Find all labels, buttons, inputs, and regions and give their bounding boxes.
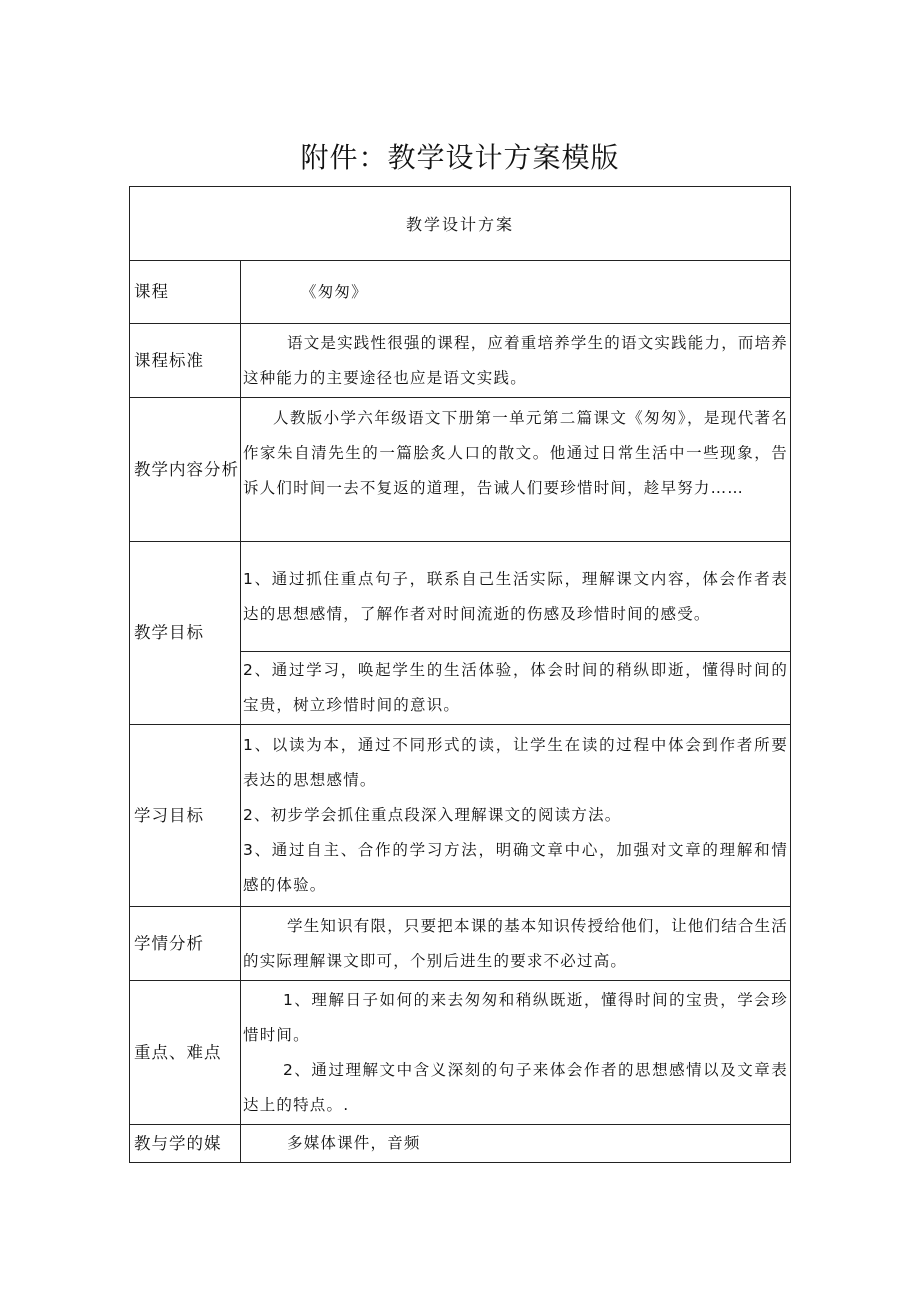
- row-label-learning-goals: 学习目标: [130, 725, 241, 907]
- learning-goals-cell: [241, 725, 791, 907]
- student-analysis-text: 学生知识有限，只要把本课的基本知识传授给他们，让他们结合生活的实际理解课文即可，个别后进生的要求不必过高。: [243, 916, 789, 970]
- row-label-key-points: 重点、难点: [130, 981, 241, 1125]
- learning-goal-2: 2、初步学会抓住重点段深入理解课文的阅读方法。: [243, 806, 622, 824]
- table-row: [130, 725, 791, 907]
- row-label-content-analysis: 教学内容分析: [130, 398, 241, 542]
- learning-goal-3: 3、通过自主、合作的学习方法，明确文章中心，加强对文章的理解和情感的体验。: [243, 841, 789, 894]
- teaching-goal-cell: [241, 652, 791, 725]
- teaching-goal-cell: [241, 542, 791, 652]
- row-label-standard: 课程标准: [130, 324, 241, 398]
- table-row: [130, 542, 791, 652]
- media-text: 多媒体课件，音频: [287, 1134, 421, 1152]
- standard-text: 语文是实践性很强的课程，应着重培养学生的语文实践能力，而培养这种能力的主要途径也应是语文实践。: [243, 333, 789, 387]
- content-analysis-cell: [241, 398, 791, 542]
- key-point-1: 1、理解日子如何的来去匆匆和稍纵既逝，懂得时间的宝贵，学会珍惜时间。: [243, 990, 789, 1044]
- page-title: 附件：教学设计方案模版: [300, 141, 620, 174]
- learning-goal-1: 1、以读为本，通过不同形式的读，让学生在读的过程中体会到作者所要表达的思想感情。: [243, 736, 789, 789]
- row-label-course: 课程: [130, 261, 241, 324]
- table-row: [130, 398, 791, 542]
- table-row: [130, 324, 791, 398]
- lesson-plan-table: [129, 186, 791, 1163]
- content-analysis-text: 人教版小学六年级语文下册第一单元第二篇课文《匆匆》，是现代著名作家朱自清先生的一篇脍炙人口的散文。他通过日常生活中一些现象，告诉人们时间一去不复返的道理，告诫人们要珍惜时间，趁早努力……: [243, 409, 789, 497]
- row-label-student-analysis: 学情分析: [130, 907, 241, 981]
- table-header: 教学设计方案: [130, 187, 791, 261]
- standard-cell: [241, 324, 791, 398]
- student-analysis-cell: [241, 907, 791, 981]
- key-point-2: 2、通过理解文中含义深刻的句子来体会作者的思想感情以及文章表达上的特点。.: [243, 1060, 789, 1114]
- teaching-goal-1: 1、通过抓住重点句子，联系自己生活实际，理解课文内容，体会作者表达的思想感情，了解作者对时间流逝的伤感及珍惜时间的感受。: [243, 569, 789, 623]
- course-value: 《匆匆》: [241, 261, 791, 324]
- row-label-media: 教与学的媒: [130, 1125, 241, 1163]
- media-cell: [241, 1125, 791, 1163]
- table-row: [130, 1125, 791, 1163]
- table-row: [130, 907, 791, 981]
- table-row: [130, 981, 791, 1125]
- row-label-teaching-goals: 教学目标: [130, 542, 241, 725]
- teaching-goal-2: 2、通过学习，唤起学生的生活体验，体会时间的稍纵即逝，懂得时间的宝贵，树立珍惜时间的意识。: [243, 661, 789, 714]
- key-points-cell: [241, 981, 791, 1125]
- table-header-row: [130, 187, 791, 261]
- table-row: [130, 261, 791, 324]
